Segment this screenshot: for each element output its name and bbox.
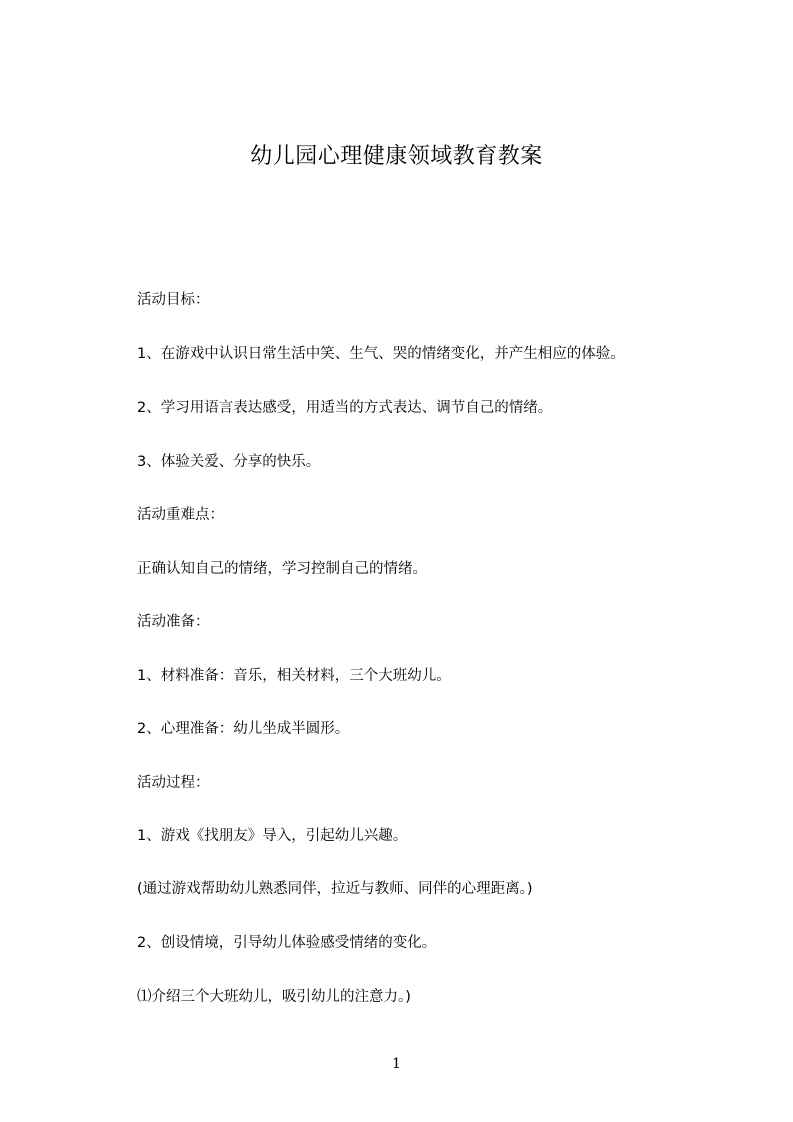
document-title: 幼儿园心理健康领域教育教案	[250, 144, 543, 169]
paragraph-preparation-2: 2、心理准备：幼儿坐成半圆形。	[137, 721, 350, 737]
paragraph-goal-1: 1、在游戏中认识日常生活中笑、生气、哭的情绪变化，并产生相应的体验。	[137, 346, 625, 362]
section-heading-key-points: 活动重难点：	[137, 507, 224, 523]
section-heading-goals: 活动目标：	[137, 292, 210, 308]
section-heading-process: 活动过程：	[137, 775, 210, 791]
page-number: 1	[392, 1056, 401, 1072]
paragraph-preparation-1: 1、材料准备：音乐，相关材料，三个大班幼儿。	[137, 668, 451, 684]
paragraph-process-2-1: ⑴介绍三个大班幼儿，吸引幼儿的注意力。)	[137, 989, 411, 1005]
paragraph-goal-3: 3、体验关爱、分享的快乐。	[137, 454, 321, 470]
paragraph-goal-2: 2、学习用语言表达感受，用适当的方式表达、调节自己的情绪。	[137, 400, 553, 416]
paragraph-process-2: 2、创设情境，引导幼儿体验感受情绪的变化。	[137, 935, 437, 951]
paragraph-process-1: 1、游戏《找朋友》导入，引起幼儿兴趣。	[137, 828, 408, 844]
paragraph-key-points: 正确认知自己的情绪，学习控制自己的情绪。	[137, 561, 427, 577]
section-heading-preparation: 活动准备：	[137, 614, 210, 630]
paragraph-process-note: (通过游戏帮助幼儿熟悉同伴，拉近与教师、同伴的心理距离。)	[137, 881, 533, 897]
